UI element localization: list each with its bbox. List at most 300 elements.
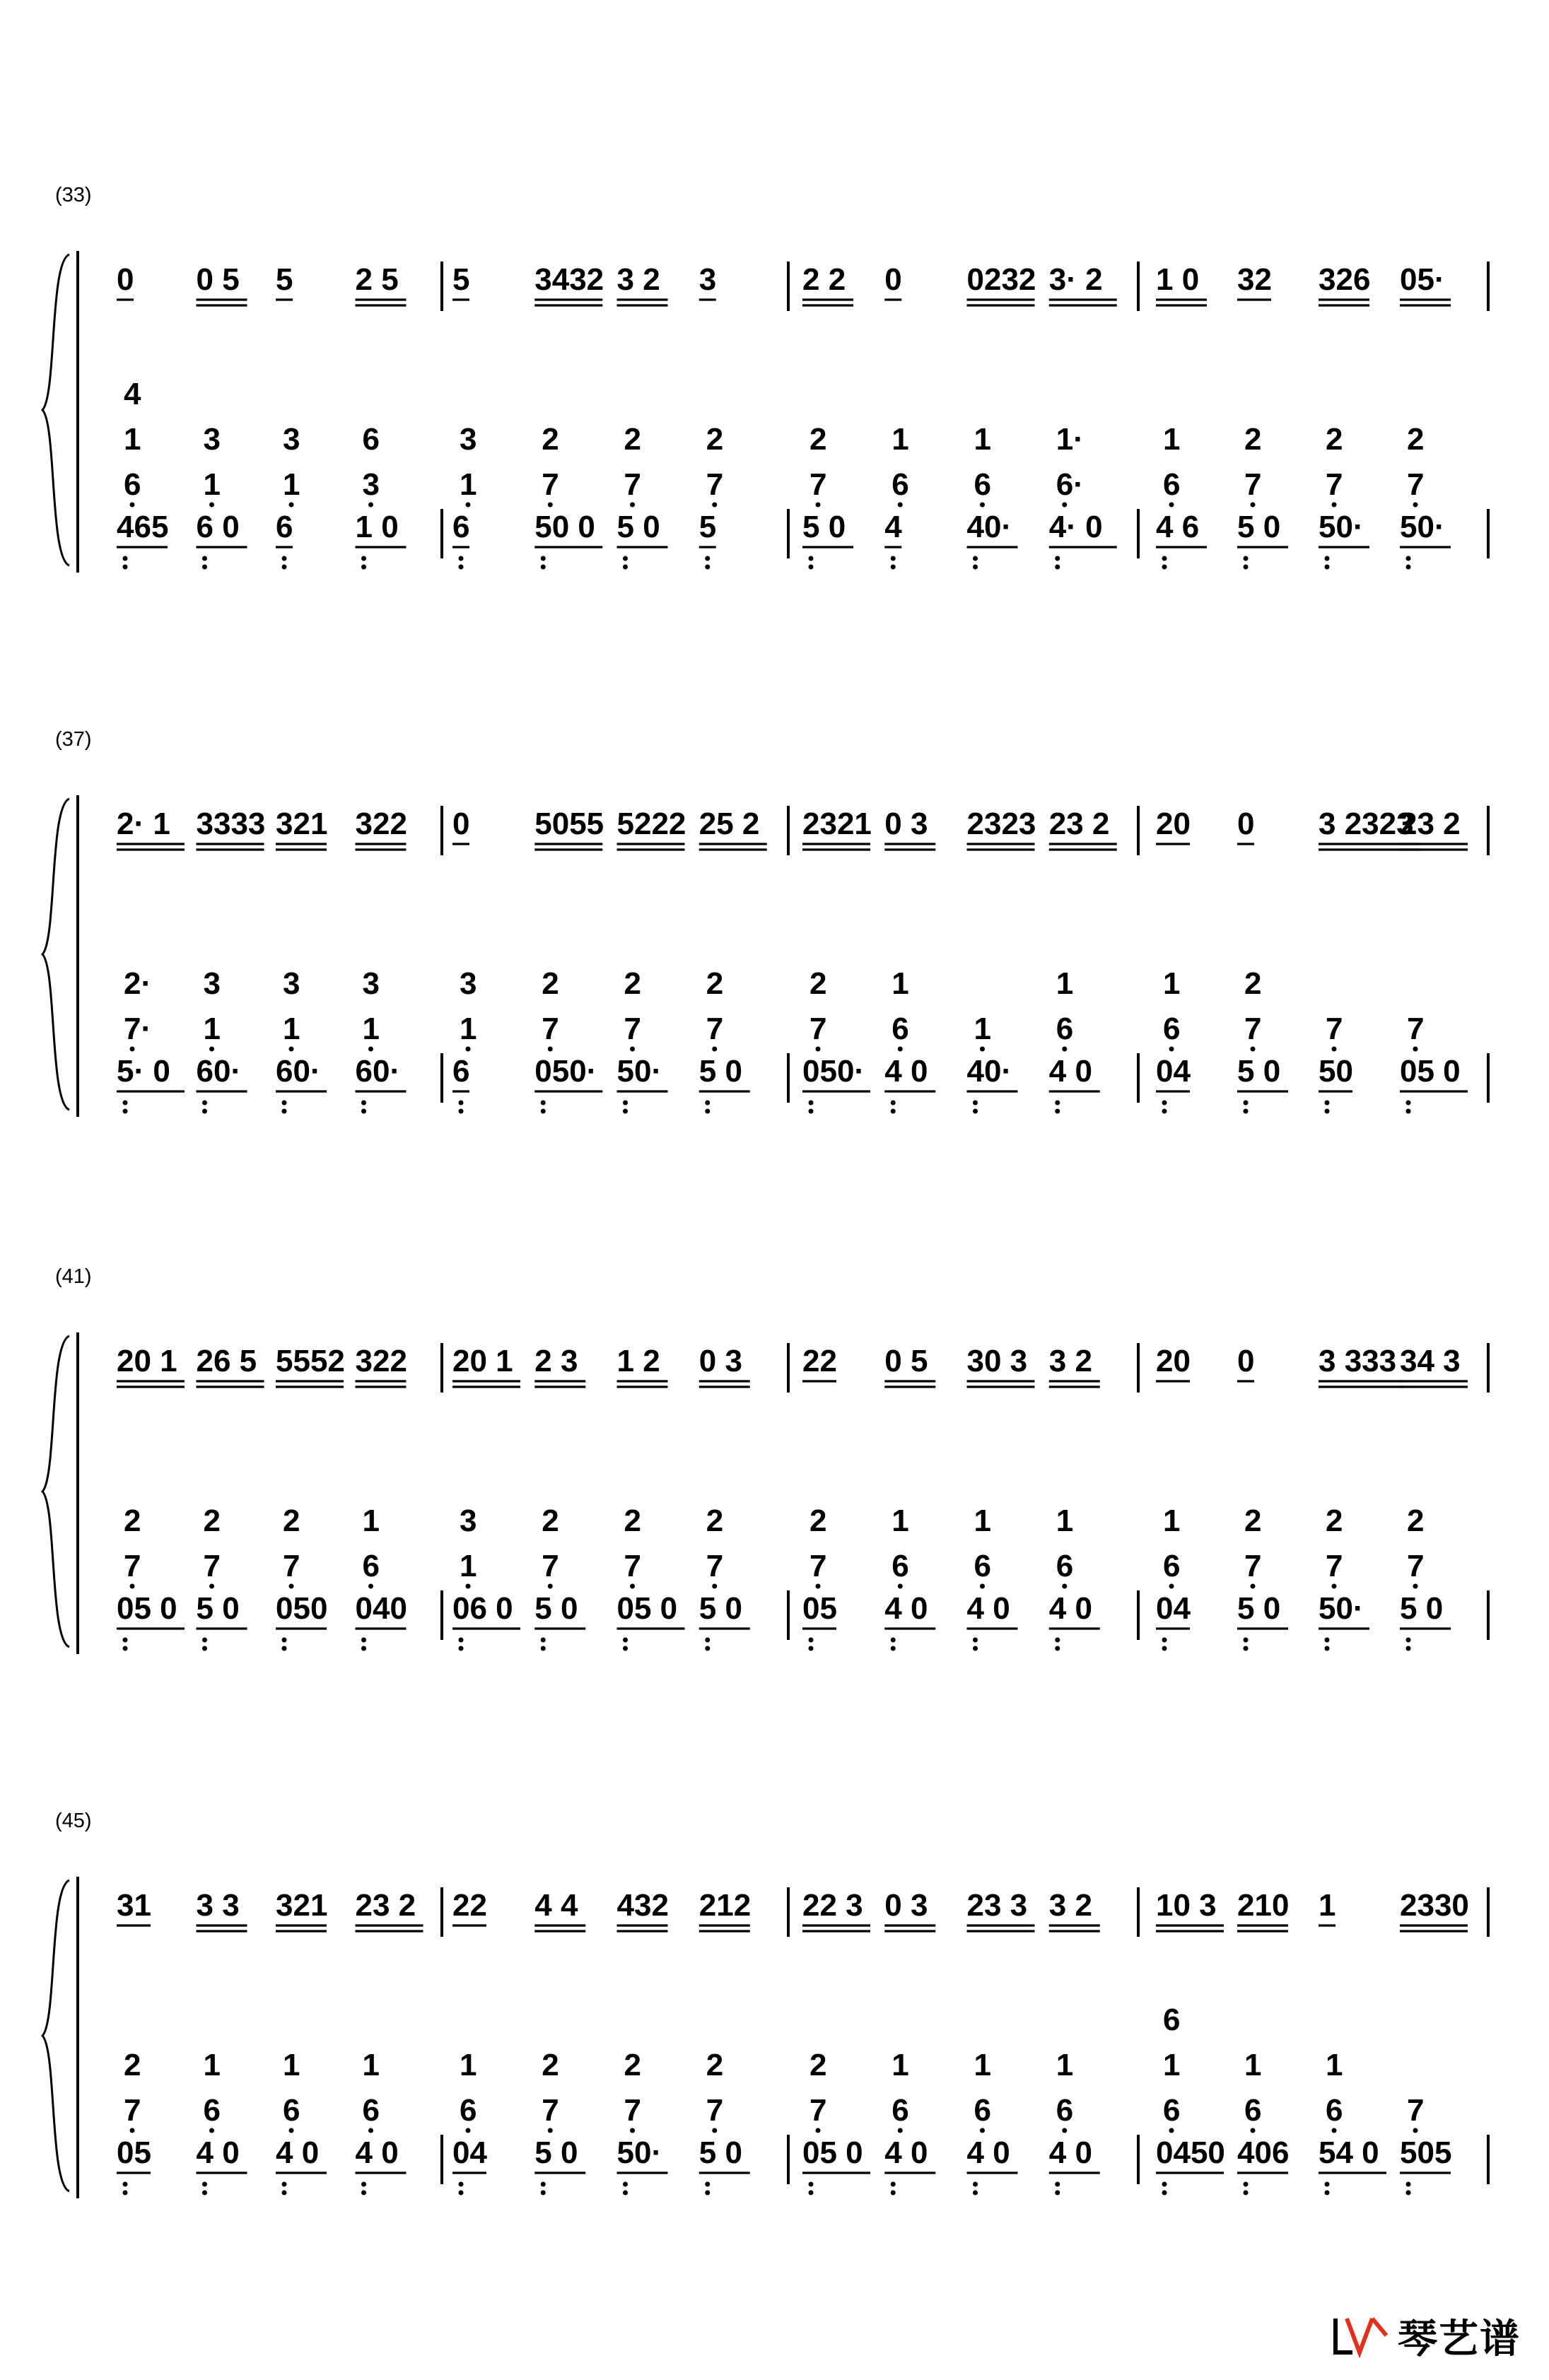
chord-note: 1 — [1163, 966, 1181, 1001]
chord-note: 1 — [892, 1503, 909, 1538]
chord-note: 3 — [283, 422, 300, 457]
treble-note: 0 3 — [698, 1344, 742, 1378]
bass-note: 04 — [1156, 1591, 1191, 1626]
chord-note: 1 — [203, 2048, 221, 2082]
chord-note: 2 — [1244, 422, 1262, 457]
octave-dot — [816, 2128, 821, 2133]
chord-note: 2 — [542, 1503, 559, 1538]
octave-dot — [891, 1101, 896, 1106]
chord-note: 1 — [203, 1012, 221, 1046]
chord-note: 7 — [1407, 2093, 1425, 2128]
octave-dot — [630, 1584, 635, 1589]
treble-note: 3 — [698, 262, 717, 297]
bass-note: 5 0 — [802, 510, 846, 544]
octave-dot — [809, 2182, 814, 2187]
treble-note: 5222 — [616, 807, 686, 841]
chord-note: 2 — [542, 966, 559, 1001]
chord-note: 6 — [1163, 467, 1181, 502]
chord-note: 6 — [283, 2093, 300, 2128]
octave-dot — [209, 1047, 214, 1052]
bass-note: 050· — [534, 1054, 597, 1089]
octave-dot — [541, 556, 546, 561]
octave-dot — [1406, 1646, 1411, 1651]
treble-note: 0 — [117, 262, 134, 297]
octave-dot — [1406, 1109, 1411, 1114]
bass-note: 5 0 — [616, 510, 660, 544]
octave-dot — [623, 2191, 628, 2196]
chord-note: 1 — [974, 2048, 991, 2082]
bass-note: 5 0 — [698, 1591, 742, 1626]
octave-dot — [630, 1047, 635, 1052]
chord-note: 7 — [706, 2093, 724, 2128]
chord-note: 6 — [460, 2093, 477, 2128]
octave-dot — [1244, 2182, 1249, 2187]
octave-dot — [623, 1101, 628, 1106]
chord-note: 3 — [460, 966, 477, 1001]
bass-note: 06 0 — [452, 1591, 513, 1626]
chord-note: 1 — [460, 2048, 477, 2082]
treble-note: 22 3 — [802, 1888, 863, 1923]
chord-note: 7 — [706, 1012, 724, 1046]
octave-dot — [891, 565, 896, 570]
treble-note: 4 4 — [534, 1888, 578, 1923]
octave-dot — [1251, 2128, 1256, 2133]
bass-note: 04 — [452, 2135, 487, 2170]
bass-note: 4 0 — [884, 2135, 928, 2170]
octave-dot — [705, 565, 710, 570]
octave-dot — [466, 503, 471, 508]
octave-dot — [1325, 556, 1330, 561]
octave-dot — [1244, 1109, 1249, 1114]
octave-dot — [1055, 1109, 1060, 1114]
octave-dot — [1413, 2128, 1418, 2133]
chord-note: 1 — [1163, 422, 1181, 457]
octave-dot — [705, 1109, 710, 1114]
treble-note: 3 3 — [196, 1888, 240, 1923]
chord-note: 2 — [624, 1503, 641, 1538]
octave-dot — [459, 1646, 464, 1651]
octave-dot — [459, 1638, 464, 1643]
octave-dot — [623, 2182, 628, 2187]
octave-dot — [712, 1584, 717, 1589]
bass-note: 04 — [1156, 1054, 1191, 1089]
octave-dot — [123, 1638, 128, 1643]
treble-note: 0 — [1237, 1344, 1255, 1378]
treble-note: 3333 — [196, 807, 266, 841]
chord-note: 2 — [1407, 1503, 1425, 1538]
octave-dot — [712, 2128, 717, 2133]
treble-note: 0 — [452, 807, 470, 841]
bass-note: 5 0 — [1400, 1591, 1444, 1626]
chord-note: 7 — [624, 1012, 641, 1046]
octave-dot — [705, 2182, 710, 2187]
chord-note: 7 — [624, 1549, 641, 1583]
chord-note: 7 — [1407, 467, 1425, 502]
chord-note: 1 — [1326, 2048, 1343, 2082]
octave-dot — [289, 1584, 294, 1589]
octave-dot — [712, 503, 717, 508]
measure-number: (37) — [55, 728, 92, 751]
treble-note: 326 — [1319, 262, 1371, 297]
treble-note: 3432 — [534, 262, 604, 297]
treble-note: 322 — [355, 1344, 407, 1378]
measure-number: (45) — [55, 1810, 92, 1832]
octave-dot — [623, 1638, 628, 1643]
octave-dot — [202, 565, 207, 570]
chord-note: 1 — [203, 467, 221, 502]
octave-dot — [816, 503, 821, 508]
treble-note: 3 2323 — [1319, 807, 1414, 841]
chord-note: 3 — [460, 1503, 477, 1538]
treble-note: 210 — [1237, 1888, 1290, 1923]
system-notation — [0, 1279, 1549, 1675]
bass-note: 50· — [616, 2135, 662, 2170]
octave-dot — [1169, 2128, 1174, 2133]
octave-dot — [361, 1101, 366, 1106]
octave-dot — [1406, 2182, 1411, 2187]
octave-dot — [368, 503, 373, 508]
octave-dot — [123, 565, 128, 570]
octave-dot — [289, 503, 294, 508]
treble-note: 3 333 — [1319, 1344, 1397, 1378]
octave-dot — [1055, 556, 1060, 561]
chord-note: 4 — [124, 377, 141, 411]
chord-note: 7 — [624, 467, 641, 502]
octave-dot — [809, 565, 814, 570]
bass-note: 05 — [802, 1591, 837, 1626]
bass-note: 5 0 — [196, 1591, 240, 1626]
chord-note: 6 — [1056, 1012, 1074, 1046]
octave-dot — [459, 1101, 464, 1106]
chord-note: 6 — [974, 2093, 991, 2128]
octave-dot — [1055, 2191, 1060, 2196]
octave-dot — [466, 1584, 471, 1589]
treble-note: 322 — [355, 807, 407, 841]
octave-dot — [712, 1047, 717, 1052]
octave-dot — [973, 1638, 978, 1643]
bass-note: 60· — [355, 1054, 401, 1089]
treble-note: 5055 — [534, 807, 604, 841]
octave-dot — [1162, 2182, 1167, 2187]
bass-note: 406 — [1237, 2135, 1290, 2170]
chord-note: 1 — [974, 422, 991, 457]
chord-note: 1 — [124, 422, 141, 457]
treble-note: 23 2 — [355, 1888, 416, 1923]
chord-note: 6 — [892, 2093, 909, 2128]
piano-logo-icon — [1331, 2314, 1391, 2358]
bass-note: 4· 0 — [1048, 510, 1103, 544]
octave-dot — [1055, 1646, 1060, 1651]
octave-dot — [1055, 1101, 1060, 1106]
chord-note: 1 — [892, 966, 909, 1001]
octave-dot — [1244, 2191, 1249, 2196]
bass-note: 4 6 — [1156, 510, 1200, 544]
octave-dot — [1325, 565, 1330, 570]
bass-note: 4 — [884, 510, 902, 544]
octave-dot — [705, 1638, 710, 1643]
chord-note: 6· — [1056, 467, 1084, 502]
treble-note: 2 5 — [355, 262, 399, 297]
chord-note: 1 — [974, 1503, 991, 1538]
chord-note: 2 — [1326, 1503, 1343, 1538]
chord-note: 6 — [1056, 2093, 1074, 2128]
treble-note: 0232 — [966, 262, 1036, 297]
octave-dot — [1244, 556, 1249, 561]
bass-note: 4 0 — [1048, 1591, 1092, 1626]
octave-dot — [973, 1101, 978, 1106]
octave-dot — [1169, 1584, 1174, 1589]
chord-note: 1 — [362, 2048, 380, 2082]
chord-note: 1 — [460, 1549, 477, 1583]
bass-note: 4 0 — [1048, 1054, 1092, 1089]
treble-note: 20 — [1156, 1344, 1191, 1378]
treble-note: 23 2 — [1048, 807, 1110, 841]
chord-note: 6 — [974, 1549, 991, 1583]
bass-note: 050· — [802, 1054, 865, 1089]
octave-dot — [816, 1584, 821, 1589]
octave-dot — [1413, 503, 1418, 508]
octave-dot — [809, 556, 814, 561]
octave-dot — [459, 1109, 464, 1114]
octave-dot — [123, 556, 128, 561]
chord-note: 6 — [362, 422, 380, 457]
octave-dot — [289, 2128, 294, 2133]
octave-dot — [973, 1646, 978, 1651]
bass-note: 5 0 — [534, 1591, 578, 1626]
octave-dot — [1251, 503, 1256, 508]
octave-dot — [209, 2128, 214, 2133]
octave-dot — [1162, 1646, 1167, 1651]
chord-note: 1 — [362, 1012, 380, 1046]
octave-dot — [1332, 1047, 1337, 1052]
grand-staff-brace — [42, 1336, 69, 1647]
treble-note: 0 5 — [884, 1344, 928, 1378]
treble-note: 23 2 — [1400, 807, 1461, 841]
octave-dot — [1062, 1584, 1067, 1589]
chord-note: 7 — [542, 1549, 559, 1583]
bass-note: 5 0 — [1237, 1591, 1281, 1626]
octave-dot — [541, 1646, 546, 1651]
chord-note: 6 — [892, 1549, 909, 1583]
chord-note: 6 — [1163, 1549, 1181, 1583]
chord-note: 1 — [1244, 2048, 1262, 2082]
chord-note: 2 — [624, 966, 641, 1001]
treble-note: 05· — [1400, 262, 1445, 297]
bass-note: 6 — [452, 510, 470, 544]
chord-note: 7 — [809, 1549, 827, 1583]
octave-dot — [368, 1584, 373, 1589]
treble-note: 20 — [1156, 807, 1191, 841]
bass-note: 4 0 — [355, 2135, 399, 2170]
octave-dot — [1406, 1638, 1411, 1643]
octave-dot — [1162, 1109, 1167, 1114]
octave-dot — [130, 2128, 135, 2133]
octave-dot — [202, 556, 207, 561]
treble-note: 212 — [698, 1888, 752, 1923]
bass-note: 5 0 — [1237, 510, 1281, 544]
treble-note: 5 — [452, 262, 470, 297]
chord-note: 2 — [203, 1503, 221, 1538]
octave-dot — [623, 565, 628, 570]
chord-note: 6 — [1326, 2093, 1343, 2128]
chord-note: 2 — [706, 966, 724, 1001]
chord-note: 2 — [809, 966, 827, 1001]
treble-note: 2323 — [966, 807, 1036, 841]
octave-dot — [289, 1047, 294, 1052]
bass-note: 4 0 — [884, 1054, 928, 1089]
chord-note: 7 — [624, 2093, 641, 2128]
octave-dot — [1244, 1101, 1249, 1106]
chord-note: 3 — [362, 467, 380, 502]
octave-dot — [541, 2182, 546, 2187]
treble-note: 26 5 — [196, 1344, 257, 1378]
treble-note: 2321 — [802, 807, 872, 841]
octave-dot — [368, 2128, 373, 2133]
octave-dot — [898, 1584, 903, 1589]
chord-note: 6 — [362, 1549, 380, 1583]
system-notation — [0, 198, 1549, 594]
chord-note: 6 — [1163, 2003, 1181, 2037]
bass-note: 4 0 — [966, 2135, 1010, 2170]
treble-note: 22 — [802, 1344, 837, 1378]
chord-note: 2 — [1244, 966, 1262, 1001]
octave-dot — [891, 1646, 896, 1651]
octave-dot — [1244, 565, 1249, 570]
treble-note: 20 1 — [452, 1344, 513, 1378]
treble-note: 1 2 — [616, 1344, 660, 1378]
bass-note: 50· — [1319, 1591, 1364, 1626]
octave-dot — [623, 1646, 628, 1651]
octave-dot — [466, 1047, 471, 1052]
octave-dot — [1162, 556, 1167, 561]
chord-note: 2 — [809, 2048, 827, 2082]
chord-note: 7 — [809, 467, 827, 502]
octave-dot — [630, 2128, 635, 2133]
octave-dot — [973, 2182, 978, 2187]
octave-dot — [1406, 556, 1411, 561]
bass-note: 0450 — [1156, 2135, 1225, 2170]
chord-note: 7 — [809, 2093, 827, 2128]
octave-dot — [1251, 1584, 1256, 1589]
octave-dot — [361, 556, 366, 561]
octave-dot — [809, 1101, 814, 1106]
treble-note: 2· 1 — [117, 807, 170, 841]
bass-note: 5 0 — [698, 2135, 742, 2170]
bass-note: 6 0 — [196, 510, 240, 544]
chord-note: 1 — [892, 2048, 909, 2082]
chord-note: 7 — [1244, 1549, 1262, 1583]
chord-note: 1 — [460, 1012, 477, 1046]
chord-note: 1 — [460, 467, 477, 502]
chord-note: 7 — [1326, 1549, 1343, 1583]
treble-note: 1 0 — [1156, 262, 1200, 297]
chord-note: 2 — [124, 2048, 141, 2082]
bass-note: 5 0 — [534, 2135, 578, 2170]
octave-dot — [898, 2128, 903, 2133]
bass-note: 5 — [698, 510, 717, 544]
bass-note: 40· — [966, 1054, 1012, 1089]
chord-note: 2 — [1326, 422, 1343, 457]
octave-dot — [1325, 2191, 1330, 2196]
bass-note: 54 0 — [1319, 2135, 1379, 2170]
octave-dot — [1413, 1584, 1418, 1589]
octave-dot — [980, 1047, 985, 1052]
octave-dot — [1162, 565, 1167, 570]
chord-note: 7 — [542, 1012, 559, 1046]
bass-note: 05 0 — [616, 1591, 678, 1626]
octave-dot — [1413, 1047, 1418, 1052]
octave-dot — [361, 565, 366, 570]
octave-dot — [548, 503, 553, 508]
octave-dot — [973, 565, 978, 570]
chord-note: 2 — [1407, 422, 1425, 457]
treble-note: 432 — [616, 1888, 669, 1923]
chord-note: 3 — [460, 422, 477, 457]
chord-note: 7 — [1407, 1012, 1425, 1046]
chord-note: 6 — [1163, 1012, 1181, 1046]
octave-dot — [282, 1646, 287, 1651]
grand-staff-brace — [42, 254, 69, 565]
measure-number: (33) — [55, 184, 92, 206]
chord-note: 1 — [1056, 966, 1074, 1001]
chord-note: 6 — [974, 467, 991, 502]
bass-note: 40· — [966, 510, 1012, 544]
chord-note: 3 — [362, 966, 380, 1001]
octave-dot — [1325, 1646, 1330, 1651]
bass-note: 5 0 — [698, 1054, 742, 1089]
treble-note: 2 2 — [802, 262, 846, 297]
octave-dot — [623, 556, 628, 561]
octave-dot — [123, 2182, 128, 2187]
octave-dot — [809, 2191, 814, 2196]
chord-note: 6 — [362, 2093, 380, 2128]
octave-dot — [1055, 1638, 1060, 1643]
octave-dot — [898, 1047, 903, 1052]
octave-dot — [1062, 2128, 1067, 2133]
bass-note: 05 — [117, 2135, 151, 2170]
chord-note: 2 — [809, 422, 827, 457]
treble-note: 0 — [1237, 807, 1255, 841]
octave-dot — [980, 1584, 985, 1589]
chord-note: 6 — [892, 1012, 909, 1046]
chord-note: 7 — [1244, 1012, 1262, 1046]
chord-note: 1· — [1056, 422, 1084, 457]
octave-dot — [809, 1646, 814, 1651]
octave-dot — [980, 2128, 985, 2133]
octave-dot — [891, 2191, 896, 2196]
bass-note: 4 0 — [196, 2135, 240, 2170]
chord-note: 2 — [706, 2048, 724, 2082]
treble-note: 1 — [1319, 1888, 1336, 1923]
octave-dot — [891, 556, 896, 561]
octave-dot — [1055, 565, 1060, 570]
octave-dot — [282, 556, 287, 561]
chord-note: 1 — [283, 1012, 300, 1046]
octave-dot — [891, 2182, 896, 2187]
chord-note: 1 — [1056, 1503, 1074, 1538]
octave-dot — [123, 2191, 128, 2196]
octave-dot — [1406, 2191, 1411, 2196]
octave-dot — [541, 1638, 546, 1643]
octave-dot — [973, 556, 978, 561]
chord-note: 2 — [542, 2048, 559, 2082]
octave-dot — [282, 565, 287, 570]
octave-dot — [541, 2191, 546, 2196]
bass-note: 465 — [117, 510, 169, 544]
system-notation — [0, 742, 1549, 1138]
chord-note: 1 — [1163, 2048, 1181, 2082]
bass-note: 50 — [1319, 1054, 1353, 1089]
